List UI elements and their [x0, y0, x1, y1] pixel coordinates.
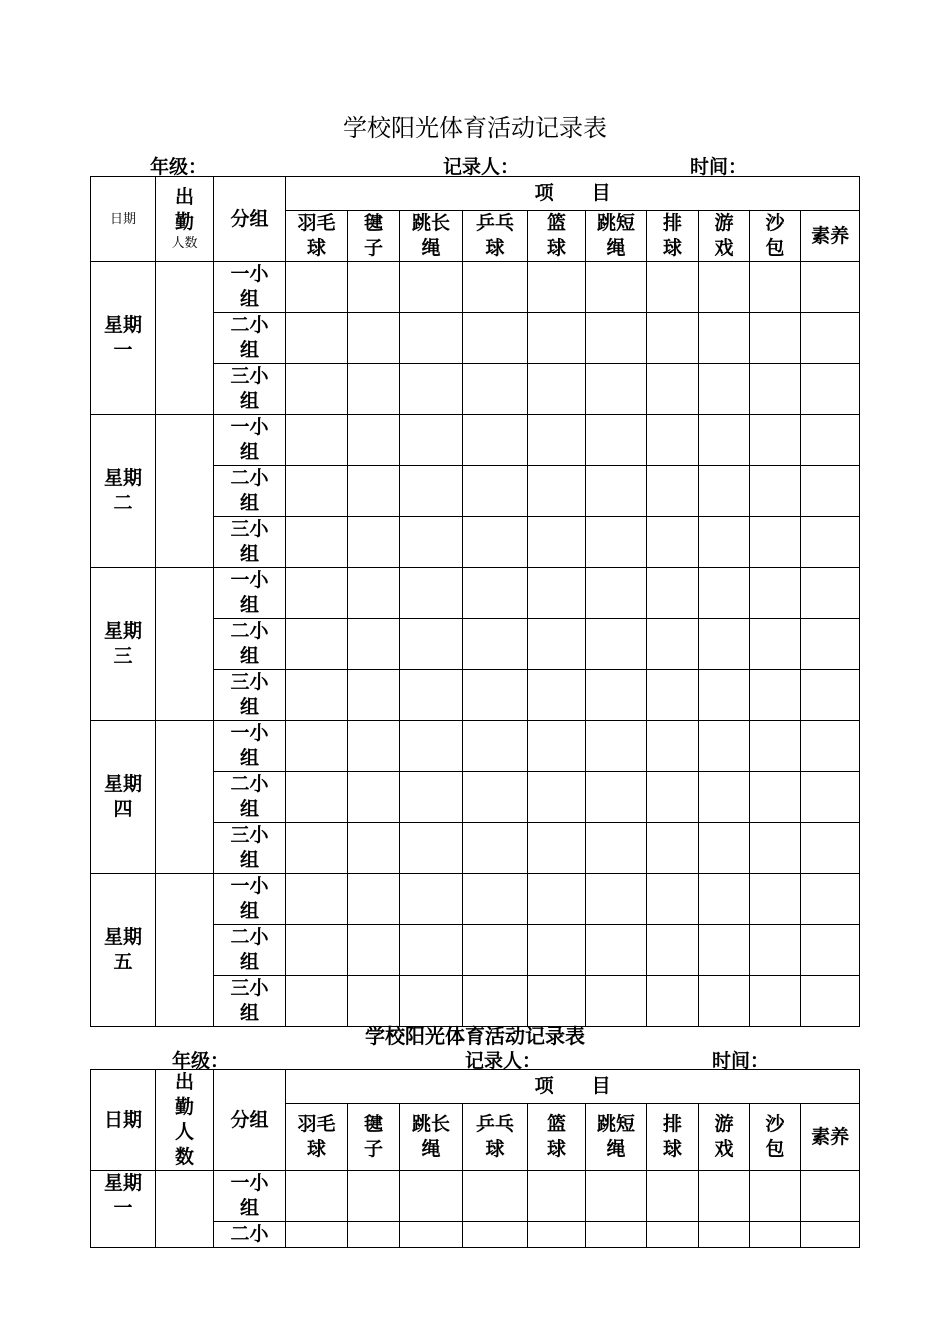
- item-header-4: 篮球: [528, 211, 586, 262]
- attendance-cell[interactable]: [156, 415, 214, 568]
- record-cell[interactable]: [348, 925, 400, 976]
- record-cell[interactable]: [348, 466, 400, 517]
- record-cell[interactable]: [586, 313, 647, 364]
- record-cell[interactable]: [528, 1222, 586, 1248]
- record-cell[interactable]: [647, 772, 699, 823]
- record-cell[interactable]: [801, 262, 860, 313]
- attendance-cell[interactable]: [156, 1171, 214, 1248]
- group-cell: 一小组: [214, 874, 286, 925]
- table-row: [91, 568, 860, 619]
- record-cell[interactable]: [286, 874, 348, 925]
- attendance-header-2: 出勤人数: [156, 1070, 214, 1171]
- record-cell[interactable]: [699, 925, 750, 976]
- record-cell[interactable]: [286, 466, 348, 517]
- record-cell[interactable]: [528, 925, 586, 976]
- record-cell[interactable]: [647, 874, 699, 925]
- record-cell[interactable]: [586, 517, 647, 568]
- record-cell[interactable]: [801, 976, 860, 1027]
- record-cell[interactable]: [801, 415, 860, 466]
- item-header-6: 排球: [647, 211, 699, 262]
- attendance-cell[interactable]: [156, 721, 214, 874]
- record-table: [90, 176, 860, 1027]
- group-cell: 二小组: [214, 619, 286, 670]
- time-label-2: 时间：: [712, 1050, 770, 1072]
- record-cell[interactable]: [348, 262, 400, 313]
- record-cell[interactable]: [400, 517, 463, 568]
- group-cell: 一小组: [214, 415, 286, 466]
- record-cell[interactable]: [699, 568, 750, 619]
- record-cell[interactable]: [586, 925, 647, 976]
- record-cell[interactable]: [801, 1222, 860, 1248]
- record-cell[interactable]: [647, 364, 699, 415]
- record-cell[interactable]: [586, 874, 647, 925]
- record-cell[interactable]: [400, 823, 463, 874]
- record-cell[interactable]: [463, 517, 528, 568]
- group-cell: 二小组: [214, 772, 286, 823]
- record-cell[interactable]: [699, 262, 750, 313]
- record-cell[interactable]: [528, 823, 586, 874]
- recorder-label: 记录人：: [443, 156, 520, 178]
- record-cell[interactable]: [801, 517, 860, 568]
- item-header-1: 毽子: [348, 1104, 400, 1171]
- record-cell[interactable]: [348, 313, 400, 364]
- record-cell[interactable]: [463, 1171, 528, 1222]
- record-cell[interactable]: [348, 721, 400, 772]
- grade-label-2: 年级：: [172, 1050, 230, 1072]
- record-cell[interactable]: [528, 262, 586, 313]
- record-cell[interactable]: [400, 568, 463, 619]
- record-cell[interactable]: [586, 670, 647, 721]
- record-cell[interactable]: [647, 1171, 699, 1222]
- record-cell[interactable]: [586, 1171, 647, 1222]
- record-cell[interactable]: [647, 313, 699, 364]
- record-cell[interactable]: [528, 772, 586, 823]
- record-cell[interactable]: [801, 772, 860, 823]
- record-cell[interactable]: [528, 670, 586, 721]
- item-header-9: 素养: [801, 211, 860, 262]
- group-cell: 二小组: [214, 313, 286, 364]
- record-cell[interactable]: [528, 1171, 586, 1222]
- record-cell[interactable]: [400, 925, 463, 976]
- day-cell: 星期五: [91, 874, 156, 1027]
- record-cell[interactable]: [647, 517, 699, 568]
- table-row: [91, 262, 860, 313]
- record-cell[interactable]: [586, 364, 647, 415]
- record-cell[interactable]: [528, 313, 586, 364]
- item-header-7: 游戏: [699, 1104, 750, 1171]
- record-cell[interactable]: [750, 925, 801, 976]
- record-cell[interactable]: [348, 1222, 400, 1248]
- record-cell[interactable]: [400, 1171, 463, 1222]
- record-cell[interactable]: [750, 466, 801, 517]
- record-cell[interactable]: [463, 925, 528, 976]
- group-cell: 三小组: [214, 517, 286, 568]
- record-cell[interactable]: [400, 466, 463, 517]
- record-cell[interactable]: [647, 721, 699, 772]
- recorder-label-2: 记录人：: [465, 1050, 542, 1072]
- record-cell[interactable]: [348, 670, 400, 721]
- item-header-5: 跳短绳: [586, 1104, 647, 1171]
- record-cell[interactable]: [801, 1171, 860, 1222]
- record-cell[interactable]: [463, 1222, 528, 1248]
- record-cell[interactable]: [528, 619, 586, 670]
- record-cell[interactable]: [463, 823, 528, 874]
- group-cell: 三小组: [214, 976, 286, 1027]
- items-header: 项 目: [286, 177, 860, 211]
- record-cell[interactable]: [400, 313, 463, 364]
- record-cell[interactable]: [801, 823, 860, 874]
- record-cell[interactable]: [400, 415, 463, 466]
- record-cell[interactable]: [286, 925, 348, 976]
- record-cell[interactable]: [750, 670, 801, 721]
- record-cell[interactable]: [801, 874, 860, 925]
- record-cell[interactable]: [801, 466, 860, 517]
- record-cell[interactable]: [699, 823, 750, 874]
- group-cell: 二小: [214, 1222, 286, 1248]
- record-cell[interactable]: [699, 313, 750, 364]
- record-cell[interactable]: [286, 313, 348, 364]
- record-cell[interactable]: [463, 619, 528, 670]
- record-cell[interactable]: [750, 721, 801, 772]
- record-cell[interactable]: [750, 364, 801, 415]
- record-cell[interactable]: [286, 517, 348, 568]
- record-cell[interactable]: [286, 364, 348, 415]
- item-header-9: 素养: [801, 1104, 860, 1171]
- record-cell[interactable]: [348, 772, 400, 823]
- item-header-6: 排球: [647, 1104, 699, 1171]
- table-row: [91, 874, 860, 925]
- date-header-2: 日期: [91, 1070, 156, 1171]
- record-cell[interactable]: [348, 619, 400, 670]
- record-cell[interactable]: [463, 568, 528, 619]
- record-cell[interactable]: [348, 976, 400, 1027]
- record-cell[interactable]: [528, 976, 586, 1027]
- record-cell[interactable]: [699, 517, 750, 568]
- record-cell[interactable]: [400, 772, 463, 823]
- record-cell[interactable]: [586, 772, 647, 823]
- record-cell[interactable]: [286, 262, 348, 313]
- item-header-0: 羽毛球: [286, 211, 348, 262]
- attendance-cell[interactable]: [156, 874, 214, 1027]
- record-cell[interactable]: [400, 670, 463, 721]
- record-cell[interactable]: [463, 364, 528, 415]
- record-cell[interactable]: [750, 262, 801, 313]
- record-cell[interactable]: [286, 976, 348, 1027]
- record-cell[interactable]: [647, 670, 699, 721]
- group-header: 分组: [214, 177, 286, 262]
- record-cell[interactable]: [647, 925, 699, 976]
- record-cell[interactable]: [400, 619, 463, 670]
- record-cell[interactable]: [699, 619, 750, 670]
- record-cell[interactable]: [801, 925, 860, 976]
- record-cell[interactable]: [463, 466, 528, 517]
- record-cell[interactable]: [647, 262, 699, 313]
- record-cell[interactable]: [750, 874, 801, 925]
- record-cell[interactable]: [586, 619, 647, 670]
- group-cell: 三小组: [214, 823, 286, 874]
- record-cell[interactable]: [348, 568, 400, 619]
- record-cell[interactable]: [348, 1171, 400, 1222]
- page-title-2: 学校阳光体育活动记录表: [365, 1024, 585, 1048]
- record-cell[interactable]: [286, 1171, 348, 1222]
- record-cell[interactable]: [750, 1171, 801, 1222]
- record-cell[interactable]: [699, 721, 750, 772]
- record-cell[interactable]: [699, 466, 750, 517]
- group-cell: 三小组: [214, 670, 286, 721]
- record-cell[interactable]: [647, 976, 699, 1027]
- group-cell: 一小组: [214, 1171, 286, 1222]
- group-cell: 二小组: [214, 925, 286, 976]
- record-cell[interactable]: [348, 364, 400, 415]
- group-cell: 一小组: [214, 262, 286, 313]
- table-row: [91, 1171, 860, 1222]
- record-cell[interactable]: [400, 1222, 463, 1248]
- record-cell[interactable]: [750, 1222, 801, 1248]
- record-cell[interactable]: [647, 466, 699, 517]
- record-cell[interactable]: [647, 619, 699, 670]
- record-cell[interactable]: [286, 568, 348, 619]
- time-label: 时间：: [690, 156, 748, 178]
- record-cell[interactable]: [647, 568, 699, 619]
- record-cell[interactable]: [647, 1222, 699, 1248]
- table-row: [91, 415, 860, 466]
- record-cell[interactable]: [699, 976, 750, 1027]
- day-cell: 星期四: [91, 721, 156, 874]
- record-cell[interactable]: [463, 670, 528, 721]
- record-cell[interactable]: [400, 364, 463, 415]
- record-cell[interactable]: [286, 772, 348, 823]
- group-cell: 一小组: [214, 721, 286, 772]
- record-cell[interactable]: [586, 823, 647, 874]
- record-cell[interactable]: [699, 772, 750, 823]
- record-cell[interactable]: [463, 313, 528, 364]
- record-cell[interactable]: [286, 619, 348, 670]
- record-cell[interactable]: [750, 313, 801, 364]
- group-cell: 一小组: [214, 568, 286, 619]
- record-cell[interactable]: [699, 415, 750, 466]
- record-cell[interactable]: [528, 721, 586, 772]
- items-header-2: 项 目: [286, 1070, 860, 1104]
- group-header-2: 分组: [214, 1070, 286, 1171]
- record-cell[interactable]: [528, 415, 586, 466]
- record-cell[interactable]: [286, 415, 348, 466]
- record-cell[interactable]: [463, 262, 528, 313]
- record-cell[interactable]: [286, 823, 348, 874]
- record-cell[interactable]: [463, 772, 528, 823]
- item-header-3: 乒乓球: [463, 1104, 528, 1171]
- attendance-cell[interactable]: [156, 262, 214, 415]
- group-cell: 二小组: [214, 466, 286, 517]
- record-cell[interactable]: [586, 721, 647, 772]
- record-cell[interactable]: [801, 364, 860, 415]
- item-header-4: 篮球: [528, 1104, 586, 1171]
- item-header-3: 乒乓球: [463, 211, 528, 262]
- record-cell[interactable]: [699, 1222, 750, 1248]
- record-cell[interactable]: [528, 466, 586, 517]
- item-header-2: 跳长绳: [400, 1104, 463, 1171]
- record-cell[interactable]: [463, 976, 528, 1027]
- record-table-2: [90, 1069, 860, 1248]
- date-header: 日期: [91, 177, 156, 262]
- record-cell[interactable]: [463, 721, 528, 772]
- record-cell[interactable]: [801, 313, 860, 364]
- record-cell[interactable]: [586, 415, 647, 466]
- record-cell[interactable]: [801, 670, 860, 721]
- record-cell[interactable]: [647, 415, 699, 466]
- record-cell[interactable]: [699, 670, 750, 721]
- record-cell[interactable]: [801, 619, 860, 670]
- record-cell[interactable]: [750, 517, 801, 568]
- record-cell[interactable]: [528, 568, 586, 619]
- record-cell[interactable]: [750, 415, 801, 466]
- record-cell[interactable]: [286, 1222, 348, 1248]
- record-cell[interactable]: [463, 415, 528, 466]
- item-header-0: 羽毛球: [286, 1104, 348, 1171]
- record-cell[interactable]: [750, 568, 801, 619]
- record-cell[interactable]: [348, 517, 400, 568]
- record-cell[interactable]: [286, 721, 348, 772]
- attendance-cell[interactable]: [156, 568, 214, 721]
- record-cell[interactable]: [586, 262, 647, 313]
- record-cell[interactable]: [586, 568, 647, 619]
- record-cell[interactable]: [750, 823, 801, 874]
- item-header-7: 游戏: [699, 211, 750, 262]
- record-cell[interactable]: [528, 517, 586, 568]
- record-cell[interactable]: [801, 721, 860, 772]
- record-cell[interactable]: [750, 619, 801, 670]
- item-header-2: 跳长绳: [400, 211, 463, 262]
- record-cell[interactable]: [348, 415, 400, 466]
- record-cell[interactable]: [699, 874, 750, 925]
- record-cell[interactable]: [647, 823, 699, 874]
- record-cell[interactable]: [586, 466, 647, 517]
- record-cell[interactable]: [286, 670, 348, 721]
- record-cell[interactable]: [750, 976, 801, 1027]
- record-cell[interactable]: [528, 364, 586, 415]
- day-cell: 星期一: [91, 262, 156, 415]
- item-header-5: 跳短绳: [586, 211, 647, 262]
- record-cell[interactable]: [586, 1222, 647, 1248]
- attendance-header: 出勤 人数: [156, 177, 214, 262]
- day-cell: 星期一: [91, 1171, 156, 1248]
- record-cell[interactable]: [400, 976, 463, 1027]
- record-cell[interactable]: [699, 364, 750, 415]
- table-row: [91, 721, 860, 772]
- record-cell[interactable]: [463, 874, 528, 925]
- day-cell: 星期三: [91, 568, 156, 721]
- record-cell[interactable]: [400, 721, 463, 772]
- day-cell: 星期二: [91, 415, 156, 568]
- record-cell[interactable]: [348, 823, 400, 874]
- record-cell[interactable]: [586, 976, 647, 1027]
- record-cell[interactable]: [348, 874, 400, 925]
- group-cell: 三小组: [214, 364, 286, 415]
- record-cell[interactable]: [801, 568, 860, 619]
- item-header-8: 沙包: [750, 1104, 801, 1171]
- item-header-1: 毽子: [348, 211, 400, 262]
- page-title: 学校阳光体育活动记录表: [343, 114, 607, 142]
- record-cell[interactable]: [750, 772, 801, 823]
- item-header-8: 沙包: [750, 211, 801, 262]
- record-cell[interactable]: [400, 262, 463, 313]
- record-cell[interactable]: [400, 874, 463, 925]
- grade-label: 年级：: [150, 156, 208, 178]
- record-cell[interactable]: [699, 1171, 750, 1222]
- record-cell[interactable]: [528, 874, 586, 925]
